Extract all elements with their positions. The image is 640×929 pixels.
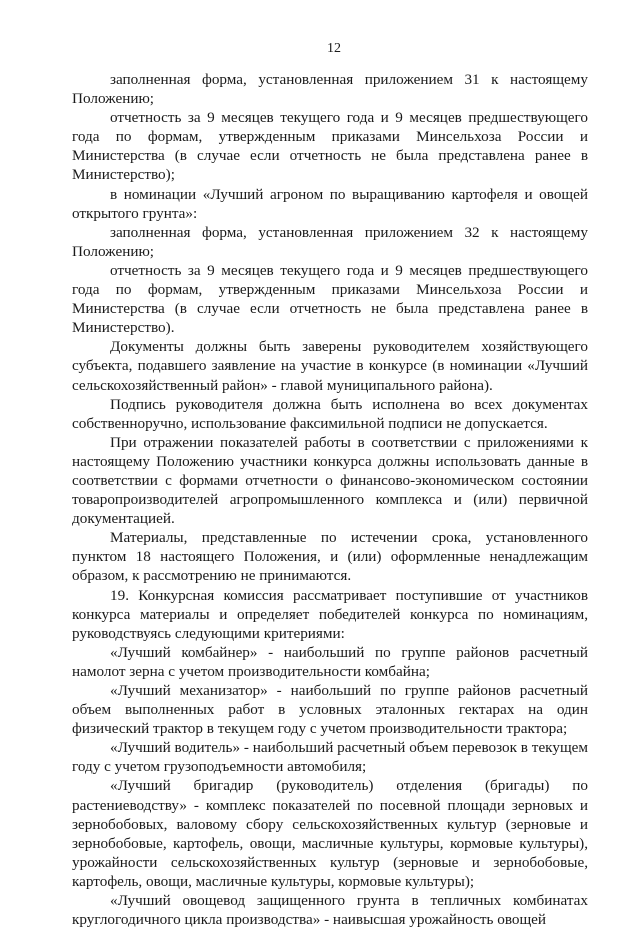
- paragraph: заполненная форма, установленная приложением 31 к настоящему Положению;: [72, 71, 588, 108]
- paragraph: отчетность за 9 месяцев текущего года и 9 месяцев предшествующего года по формам, утвержденным приказами Минсельхоза России и Министерства (в случае если отчетность не была представлена ранее в Министерство).: [72, 261, 588, 337]
- paragraph: 19. Конкурсная комиссия рассматривает поступившие от участников конкурса материалы и определяет победителей конкурса по номинациям, руководствуясь следующими критериями:: [72, 586, 588, 642]
- paragraph: Подпись руководителя должна быть исполнена во всех документах собственноручно, использование факсимильной подписи не допускается.: [72, 395, 588, 432]
- paragraph: «Лучший овощевод защищенного грунта в тепличных комбинатах круглогодичного цикла производства» - наивысшая урожайность овощей: [72, 892, 588, 929]
- paragraph: заполненная форма, установленная приложением 32 к настоящему Положению;: [72, 223, 588, 260]
- document-body: [72, 70, 588, 929]
- paragraph: «Лучший комбайнер» - наибольший по группе районов расчетный намолот зерна с учетом производительности комбайна;: [72, 643, 588, 680]
- paragraph: отчетность за 9 месяцев текущего года и 9 месяцев предшествующего года по формам, утвержденным приказами Минсельхоза России и Министерства (в случае если отчетность не была представлена ранее в Министерство);: [72, 109, 588, 184]
- paragraph: Материалы, представленные по истечении срока, установленного пунктом 18 настоящего Положения, и (или) оформленные ненадлежащим образом, к рассмотрению не принимаются.: [72, 529, 588, 585]
- paragraph: При отражении показателей работы в соответствии с приложениями к настоящему Положению участники конкурса должны использовать данные в соответствии с формами отчетности о финансово-экономическом состоянии товаропроизводителей агропромышленного комплекса и (или) первичной документацией.: [72, 433, 588, 528]
- paragraph: в номинации «Лучший агроном по выращиванию картофеля и овощей открытого грунта»:: [72, 185, 588, 222]
- paragraph: «Лучший бригадир (руководитель) отделения (бригады) по растениеводству» - комплекс показателей по посевной площади зерновых и зернобобовых, валовому сбору сельскохозяйственных культур (зерновые и зернобобовые, картофель, овощи, масличные культуры, кормовые культуры), урожайности сельскохозяйственных культур (зерновые и зернобобовые, картофель, овощи, масличные культуры, кормовые культуры);: [72, 777, 588, 890]
- paragraph: «Лучший механизатор» - наибольший по группе районов расчетный объем выполненных работ в условных эталонных гектарах на один физический трактор в текущем году с учетом производительности трактора;: [72, 682, 588, 738]
- page-number: 12: [327, 41, 341, 56]
- paragraph: «Лучший водитель» - наибольший расчетный объем перевозок в текущем году с учетом грузоподъемности автомобиля;: [72, 739, 588, 776]
- paragraph: Документы должны быть заверены руководителем хозяйствующего субъекта, подавшего заявление на участие в конкурсе (в номинации «Лучший сельскохозяйственный район» - главой муниципального района).: [72, 338, 588, 394]
